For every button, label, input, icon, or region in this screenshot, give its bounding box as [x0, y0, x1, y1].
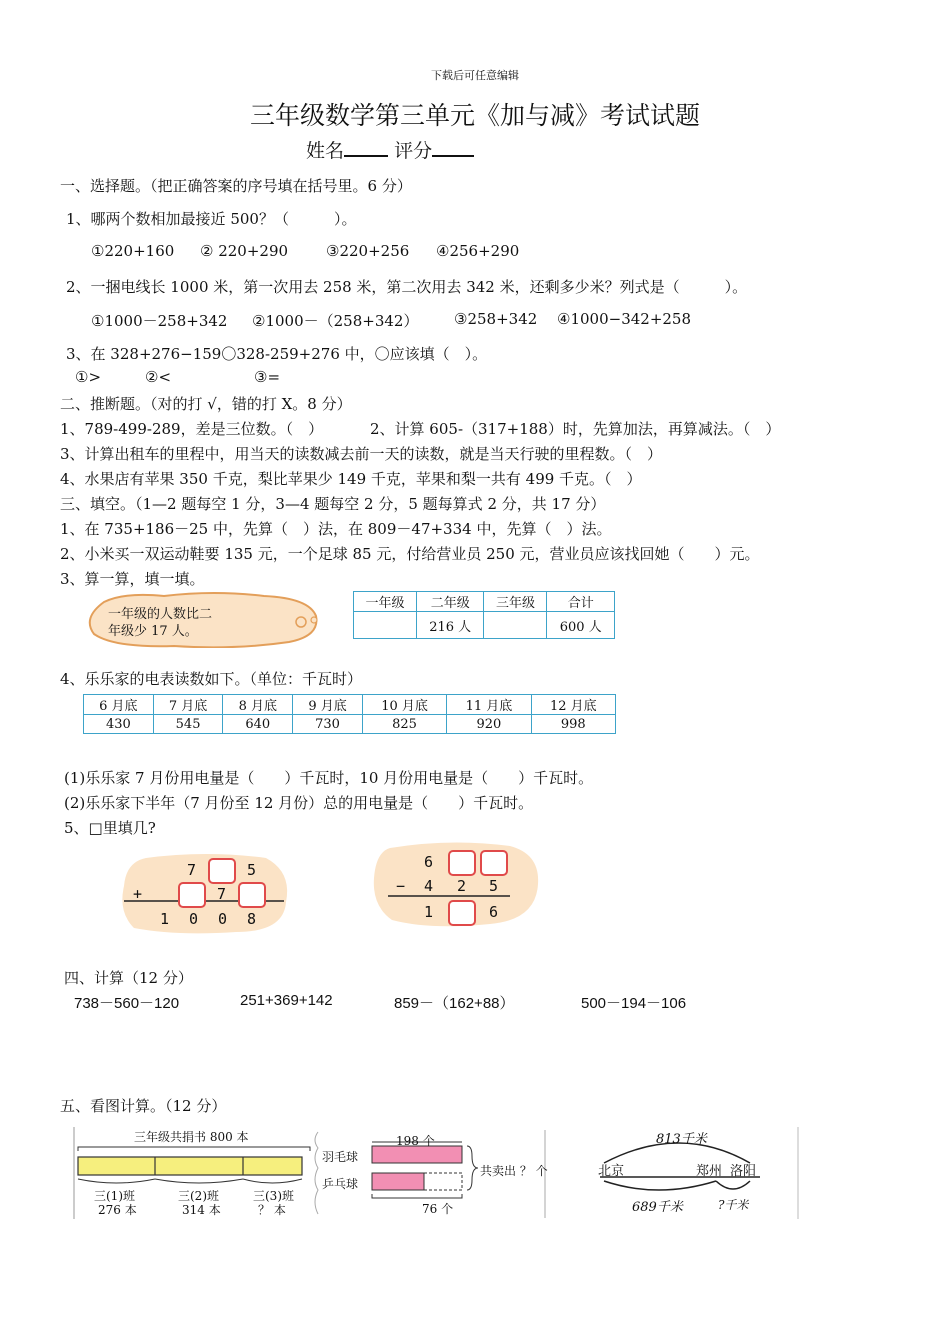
sec2-heading: 二、推断题。（对的打 √，错的打 X。8 分）: [60, 395, 352, 413]
fig2-row1-label: 羽毛球: [322, 1150, 359, 1164]
fig2-brace-label: 共卖出 ？ 个: [480, 1164, 548, 1178]
header-note: 下载后可任意编辑: [431, 70, 519, 82]
grade-header-4: 合计: [547, 592, 615, 612]
sec2-q4: 4、水果店有苹果 350 千克，梨比苹果少 149 千克，苹果和梨一共有 499 千克。（ ）: [60, 470, 642, 488]
fig3-city-beijing: 北京: [598, 1164, 625, 1179]
fig3-city-zhengzhou: 郑州: [696, 1164, 723, 1179]
meter-header-1: 6 月底: [84, 695, 154, 715]
name-score-line: [306, 136, 474, 163]
meter-header-6: 11 月底: [447, 695, 531, 715]
grade-cell-2: 216 人: [416, 612, 484, 639]
sec5-heading: 五、看图计算。（12 分）: [60, 1097, 227, 1115]
meter-value-1: 430: [84, 715, 154, 734]
sub-row2-digit-2: 2: [457, 877, 467, 895]
fig1-class3: 三(3)班: [253, 1189, 294, 1203]
fig1-class3-count: ？ 本: [258, 1203, 286, 1217]
calc-expr-2: 251+369+142: [240, 992, 333, 1009]
sub-result-digit-1: 1: [424, 903, 434, 921]
sec3-heading: 三、填空。（1—2 题每空 1 分，3—4 题每空 2 分，5 题每算式 2 分，共 17 分）: [60, 495, 606, 513]
add-result-digit-4: 8: [247, 910, 257, 928]
fig1-class2: 三(2)班: [178, 1189, 219, 1203]
sec1-q3-opt2: ②<: [145, 368, 172, 386]
sec1-q1-opt2: ② 220+290: [200, 242, 289, 260]
sec3-q1: 1、在 735+186－25 中，先算（ ）法，在 809－47+334 中，先算（ ）法。: [60, 520, 612, 538]
sub-row2-digit-1: 4: [424, 877, 434, 895]
sec3-q4-sub2: (2)乐乐家下半年（7 月份至 12 月份）总的用电量是（ ）千瓦时。: [64, 794, 534, 812]
sec1-heading: 一、选择题。（把正确答案的序号填在括号里。6 分）: [60, 177, 412, 195]
sec1-q1-opt4: ④256+290: [436, 242, 520, 260]
meter-header-5: 10 月底: [362, 695, 446, 715]
meter-value-3: 640: [223, 715, 293, 734]
sub-digit-box-1[interactable]: [448, 850, 476, 876]
name-blank[interactable]: [344, 141, 388, 157]
fig1-total: 三年级共捐书 800 本: [134, 1130, 249, 1144]
add-result-digit-3: 0: [218, 910, 228, 928]
add-row2-digit-1: 7: [217, 885, 227, 903]
sec2-q1: 1、789-499-289，差是三位数。（ ）: [60, 420, 324, 438]
add-digit-box-2[interactable]: [178, 882, 206, 908]
sec1-q2: 2、一捆电线长 1000 米，第一次用去 258 米，第二次用去 342 米，还剩多少米？列式是（ ）。: [66, 278, 748, 296]
sec2-q3: 3、计算出租车的里程中，用当天的读数减去前一天的读数，就是当天行驶的里程数。（ ）: [60, 445, 663, 463]
meter-value-4: 730: [293, 715, 363, 734]
grade-header-3: 三年级: [484, 592, 547, 612]
grade-header-2: 二年级: [416, 592, 484, 612]
cloud-line-2: 年级少 17 人。: [108, 624, 198, 639]
name-label: 姓名: [306, 140, 345, 162]
sec1-q3: 3、在 328+276−159〇328-259+276 中，〇应该填（ ）。: [66, 345, 488, 363]
fig2-top-label: 198 个: [396, 1134, 435, 1148]
sec1-q3-opt1: ①>: [75, 368, 102, 386]
sec3-q4: 4、乐乐家的电表读数如下。（单位：千瓦时）: [60, 670, 363, 688]
sec1-q1-opt1: ①220+160: [91, 242, 175, 260]
meter-value-5: 825: [362, 715, 446, 734]
cloud-line-1: 一年级的人数比二: [108, 607, 213, 622]
meter-value-6: 920: [447, 715, 531, 734]
page-title: 三年级数学第三单元《加与减》考试试题: [249, 101, 700, 130]
meter-value-2: 545: [153, 715, 223, 734]
meter-table: [83, 694, 616, 734]
grade-header-1: 一年级: [354, 592, 417, 612]
sec3-q5: 5、□里填几?: [64, 819, 156, 837]
fig3-bottom-right-distance: ?千米: [718, 1198, 749, 1212]
meter-header-4: 9 月底: [293, 695, 363, 715]
sec3-q2: 2、小米买一双运动鞋要 135 元，一个足球 85 元，付给营业员 250 元，营业员应该找回她（ ）元。: [60, 545, 760, 563]
fig1-class1: 三(1)班: [94, 1189, 135, 1203]
fig3-top-distance: 813千米: [656, 1132, 707, 1147]
sec3-q4-sub1: (1)乐乐家 7 月份用电量是（ ）千瓦时，10 月份用电量是（ ）千瓦时。: [64, 769, 594, 787]
meter-header-7: 12 月底: [531, 695, 615, 715]
calc-expr-4: 500－194－106: [581, 995, 687, 1012]
grade-table: [353, 591, 615, 639]
meter-header-3: 8 月底: [223, 695, 293, 715]
add-digit-box-3[interactable]: [238, 882, 266, 908]
add-row1-digit-1: 7: [187, 861, 197, 879]
add-result-digit-2: 0: [189, 910, 199, 928]
add-digit-box-1[interactable]: [208, 858, 236, 884]
fig2-row2-label: 乒乓球: [322, 1177, 359, 1191]
sub-result-digit-2: 6: [489, 903, 499, 921]
sub-row1-digit-1: 6: [424, 853, 434, 871]
meter-value-7: 998: [531, 715, 615, 734]
sec2-q2: 2、计算 605-（317+188）时，先算加法，再算减法。（ ）: [370, 420, 781, 438]
add-operator: +: [133, 885, 143, 903]
sec1-q2-opt1: ①1000－258+342: [91, 312, 228, 330]
sub-row2-digit-3: 5: [489, 877, 499, 895]
add-result-digit-1: 1: [160, 910, 170, 928]
fig2-bottom-label: 76 个: [422, 1202, 454, 1216]
sub-operator: −: [396, 877, 406, 895]
sub-digit-box-2[interactable]: [480, 850, 508, 876]
sec3-q3: 3、算一算，填一填。: [60, 570, 205, 588]
add-row1-digit-2: 5: [247, 861, 257, 879]
score-blank[interactable]: [432, 141, 474, 157]
sec1-q1-opt3: ③220+256: [326, 242, 410, 260]
grade-cell-1[interactable]: [354, 612, 417, 639]
fig1-class2-count: 314 本: [182, 1203, 221, 1217]
fig3-city-luoyang: 洛阳: [730, 1164, 757, 1179]
fig3-bottom-left-distance: 689千米: [632, 1200, 683, 1215]
calc-expr-1: 738－560－120: [74, 995, 180, 1012]
grade-cell-3[interactable]: [484, 612, 547, 639]
meter-header-2: 7 月底: [153, 695, 223, 715]
sec1-q2-opt2: ②1000－（258+342）: [252, 312, 419, 330]
sec1-q1: 1、哪两个数相加最接近 500？（ ）。: [66, 210, 357, 228]
grade-cell-4: 600 人: [547, 612, 615, 639]
fig1-class1-count: 276 本: [98, 1203, 137, 1217]
sec1-q2-opt4: ④1000−342+258: [557, 310, 692, 328]
sec4-heading: 四、计算（12 分）: [64, 969, 193, 987]
sec1-q3-opt3: ③=: [254, 368, 281, 386]
sub-digit-box-3[interactable]: [448, 900, 476, 926]
sec1-q2-opt3: ③258+342: [454, 310, 538, 328]
calc-expr-3: 859－（162+88）: [394, 995, 515, 1012]
score-label: 评分: [394, 140, 433, 162]
